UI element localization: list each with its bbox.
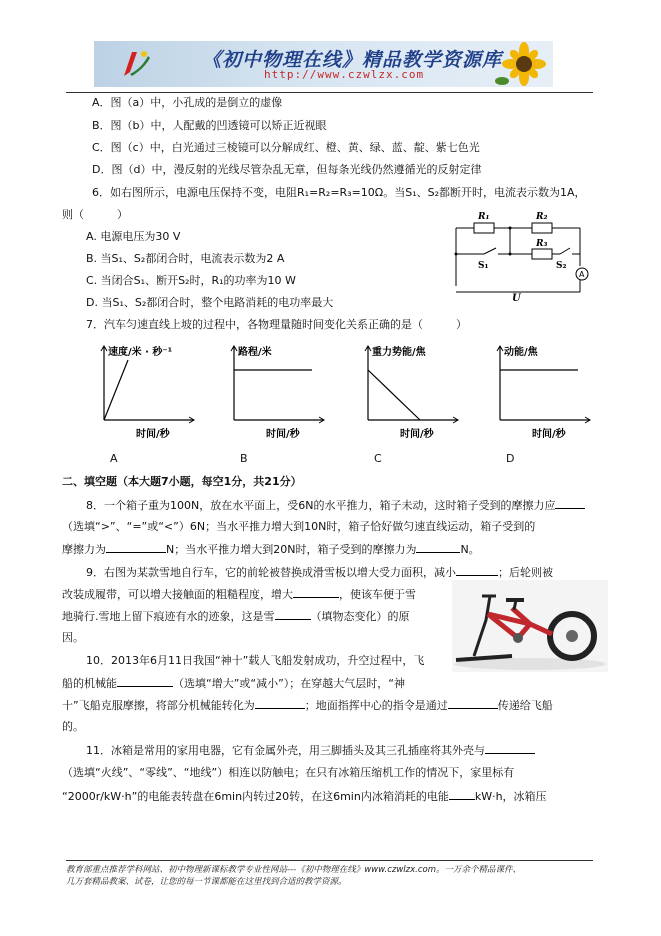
resistor-r2 — [532, 223, 552, 233]
q11-line3: “2000r/kW·h”的电能表转盘在6min内转过20转，在这6min内冰箱消耗的电能 kW·h，冰箱压 — [62, 790, 547, 803]
q6-option-a: A. 电源电压为30 V — [86, 230, 181, 243]
banner-url[interactable]: http://www.czwlzx.com — [264, 68, 425, 81]
q5-option-d: D．图（d）中，漫反射的光线尽管杂乱无章，但每条光线仍然遵循光的反射定律 — [92, 163, 482, 176]
q7-option-label-c: C — [374, 452, 382, 465]
banner-title: 《初中物理在线》精品教学资源库 — [202, 49, 503, 71]
q7-graph-a — [98, 340, 208, 440]
data-line — [368, 370, 420, 420]
resistor-r1 — [474, 223, 494, 233]
footer-line-2: 几万套精品教案、试卷，让您的每一节课都能在这里找到合适的教学资源。 — [66, 877, 347, 887]
label-s1: S₁ — [478, 261, 489, 271]
q5-option-c: C．图（c）中，白光通过三棱镜可以分解成红、橙、黄、绿、蓝、靛、紫七色光 — [92, 141, 480, 154]
q7-graph-d — [494, 340, 604, 440]
q9-blank-3[interactable] — [275, 609, 311, 620]
q9-line4: 因。 — [62, 631, 84, 644]
q6-option-c: C. 当闭合S₁、断开S₂时，R₁的功率为10 W — [86, 274, 296, 287]
q8-blank-3[interactable] — [416, 542, 460, 553]
q6-option-b: B. 当S₁、S₂都闭合时，电流表示数为2 A — [86, 252, 285, 265]
x-label: 时间/秒 — [266, 429, 300, 440]
y-label: 路程/米 — [238, 347, 272, 358]
q10-line3: 十”飞船克服摩擦，将部分机械能转化为 ；地面指挥中心的指令是通过 传递给飞船 — [62, 699, 553, 712]
q7-graph-b — [228, 340, 338, 440]
q6-stem: 6．如右图所示，电源电压保持不变，电阻R₁=R₂=R₃=10Ω。当S₁、S₂都断开时，电流表示数为1A， — [92, 186, 586, 199]
label-ammeter: A — [579, 270, 585, 279]
q7-option-label-b: B — [240, 452, 248, 465]
y-label: 速度/米 · 秒⁻¹ — [108, 347, 173, 358]
x-label: 时间/秒 — [136, 429, 170, 440]
q9-line1: 9．右图为某款雪地自行车，它的前轮被替换成滑雪板以增大受力面积，减小 ；后轮则被 — [86, 566, 553, 579]
data-line — [104, 360, 128, 420]
label-r2: R₂ — [536, 212, 548, 222]
q5-option-a: A．图（a）中，小孔成的是倒立的虚像 — [92, 96, 283, 109]
q7-option-label-d: D — [506, 452, 515, 465]
q8-line1: 8．一个箱子重为100N，放在水平面上，受6N的水平推力，箱子未动，这时箱子受到的摩擦力应 — [86, 498, 585, 513]
label-s2: S₂ — [556, 261, 567, 271]
q9-line2: 改装成履带，可以增大接触面的粗糙程度，增大 ，使该车便于雪 — [62, 588, 416, 601]
q10-line4: 的。 — [62, 720, 84, 733]
q11-line1: 11．冰箱是常用的家用电器，它有金属外壳，用三脚插头及其三孔插座将其外壳与 — [86, 743, 535, 758]
header-rule — [66, 92, 593, 93]
q10-line2: 船的机械能 （选填“增大”或“减小”）；在穿越大气层时，“神 — [62, 677, 405, 690]
q6-stem-2: 则（ ） — [62, 208, 128, 221]
y-label: 重力势能/焦 — [372, 347, 426, 358]
q10-blank-3[interactable] — [448, 698, 498, 709]
label-r1: R₁ — [478, 212, 490, 222]
q10-blank-1[interactable] — [117, 676, 173, 687]
resistor-r3 — [532, 249, 552, 259]
logo-icon — [118, 46, 154, 82]
label-r3: R₃ — [536, 239, 548, 249]
q5-option-b: B．图（b）中，人配戴的凹透镜可以矫正近视眼 — [92, 119, 327, 132]
q11-blank-1[interactable] — [485, 743, 535, 754]
q11-blank-2[interactable] — [449, 789, 475, 800]
x-label: 时间/秒 — [400, 429, 434, 440]
q9-line3: 地骑行.雪地上留下痕迹有水的迹象，这是雪 （填物态变化）的原 — [62, 610, 410, 623]
footer-line-1: 教育部重点推荐学科网站、初中物理新课标教学专业性网站---《初中物理在线》www.czwlzx.com。一万余个精品课件、 — [66, 865, 522, 875]
q7-stem: 7．汽车匀速直线上坡的过程中，各物理量随时间变化关系正确的是（ ） — [86, 318, 467, 331]
q8-blank-1[interactable] — [555, 498, 585, 509]
q7-graph-c — [362, 340, 472, 440]
section2-heading: 二、填空题（本大题7小题，每空1分，共21分） — [62, 475, 302, 488]
q10-line1: 10．2013年6月11日我国“神十”载人飞船发射成功，升空过程中，飞 — [86, 654, 425, 667]
q8-line3: 摩擦力为 N；当水平推力增大到20N时，箱子受到的摩擦力为 N。 — [62, 543, 480, 556]
q7-option-label-a: A — [110, 452, 118, 465]
footer — [66, 864, 521, 888]
sunflower-icon — [494, 41, 553, 87]
q6-option-d: D. 当S₁、S₂都闭合时，整个电路消耗的电功率最大 — [86, 296, 334, 309]
header-banner — [94, 41, 553, 87]
q9-blank-2[interactable] — [293, 587, 339, 598]
q10-blank-2[interactable] — [255, 698, 305, 709]
y-label: 动能/焦 — [504, 347, 538, 358]
q9-blank-1[interactable] — [456, 565, 498, 576]
circuit-diagram — [448, 206, 598, 302]
q8-blank-2[interactable] — [106, 542, 166, 553]
q8-line2: （选填“>”、“=”或“<”）6N；当水平推力增大到10N时，箱子恰好做匀速直线运动，箱子受到的 — [62, 520, 536, 533]
footer-rule — [66, 860, 593, 861]
label-voltage: U — [512, 293, 521, 302]
x-label: 时间/秒 — [532, 429, 566, 440]
q11-line2: （选填“火线”、“零线”、“地线”）相连以防触电；在只有冰箱压缩机工作的情况下，家里标有 — [62, 766, 515, 779]
snow-bike-image — [452, 580, 608, 672]
